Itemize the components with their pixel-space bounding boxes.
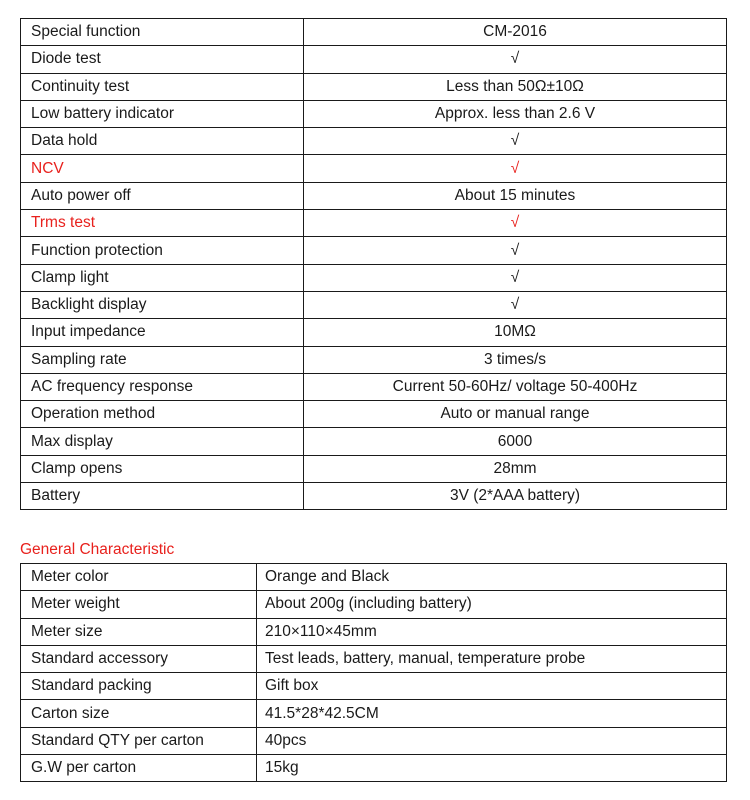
general-value: Gift box [257, 673, 727, 700]
general-label: G.W per carton [21, 755, 257, 782]
general-label: Meter size [21, 618, 257, 645]
spec-value: Approx. less than 2.6 V [304, 100, 727, 127]
spec-label: Diode test [21, 46, 304, 73]
spec-label: Clamp light [21, 264, 304, 291]
general-row-meter-size [21, 618, 727, 645]
spec-label: Max display [21, 428, 304, 455]
general-characteristic-table [20, 563, 727, 782]
spec-row-ac-frequency [21, 373, 727, 400]
spec-value: 6000 [304, 428, 727, 455]
general-value: About 200g (including battery) [257, 591, 727, 618]
general-row-standard-accessory [21, 645, 727, 672]
spec-label: Data hold [21, 128, 304, 155]
check-mark: √ [304, 291, 727, 318]
spec-row-clamp-light [21, 264, 727, 291]
spec-table [20, 18, 727, 510]
general-row-meter-color [21, 564, 727, 591]
general-value: Orange and Black [257, 564, 727, 591]
check-mark: √ [304, 264, 727, 291]
spec-label: NCV [21, 155, 304, 182]
spec-row-auto-power-off [21, 182, 727, 209]
spec-row-clamp-opens [21, 455, 727, 482]
spec-value: 28mm [304, 455, 727, 482]
spec-row-sampling-rate [21, 346, 727, 373]
spec-row-function-protection [21, 237, 727, 264]
spec-row-special-function [21, 19, 727, 46]
general-characteristic-heading: General Characteristic [20, 541, 175, 558]
general-value: 41.5*28*42.5CM [257, 700, 727, 727]
general-value: 15kg [257, 755, 727, 782]
spec-label: Continuity test [21, 73, 304, 100]
general-row-standard-packing [21, 673, 727, 700]
general-label: Standard packing [21, 673, 257, 700]
spec-row-max-display [21, 428, 727, 455]
spec-label: AC frequency response [21, 373, 304, 400]
spec-label: Backlight display [21, 291, 304, 318]
general-row-standard-qty [21, 727, 727, 754]
general-label: Meter weight [21, 591, 257, 618]
spec-row-backlight-display [21, 291, 727, 318]
spec-row-battery [21, 483, 727, 510]
check-mark: √ [304, 128, 727, 155]
check-mark: √ [304, 210, 727, 237]
spec-value: Current 50-60Hz/ voltage 50-400Hz [304, 373, 727, 400]
spec-label: Input impedance [21, 319, 304, 346]
spec-row-continuity-test [21, 73, 727, 100]
general-label: Carton size [21, 700, 257, 727]
spec-value: Auto or manual range [304, 401, 727, 428]
spec-label: Low battery indicator [21, 100, 304, 127]
spec-row-input-impedance [21, 319, 727, 346]
check-mark: √ [304, 46, 727, 73]
spec-row-low-battery [21, 100, 727, 127]
general-value: Test leads, battery, manual, temperature probe [257, 645, 727, 672]
spec-value: CM-2016 [304, 19, 727, 46]
check-mark: √ [304, 237, 727, 264]
spec-label: Trms test [21, 210, 304, 237]
spec-row-diode-test [21, 46, 727, 73]
general-value: 40pcs [257, 727, 727, 754]
spec-label: Special function [21, 19, 304, 46]
spec-value: Less than 50Ω±10Ω [304, 73, 727, 100]
general-row-meter-weight [21, 591, 727, 618]
spec-value: 3V (2*AAA battery) [304, 483, 727, 510]
spec-label: Clamp opens [21, 455, 304, 482]
general-row-carton-size [21, 700, 727, 727]
general-label: Meter color [21, 564, 257, 591]
spec-value: About 15 minutes [304, 182, 727, 209]
spec-value: 10MΩ [304, 319, 727, 346]
spec-label: Sampling rate [21, 346, 304, 373]
spec-value: 3 times/s [304, 346, 727, 373]
spec-row-data-hold [21, 128, 727, 155]
spec-label: Function protection [21, 237, 304, 264]
general-label: Standard QTY per carton [21, 727, 257, 754]
check-mark: √ [304, 155, 727, 182]
general-row-gross-weight [21, 755, 727, 782]
general-value: 210×110×45mm [257, 618, 727, 645]
spec-label: Operation method [21, 401, 304, 428]
spec-row-ncv [21, 155, 727, 182]
spec-row-operation-method [21, 401, 727, 428]
general-label: Standard accessory [21, 645, 257, 672]
spec-row-trms-test [21, 210, 727, 237]
spec-label: Battery [21, 483, 304, 510]
spec-label: Auto power off [21, 182, 304, 209]
